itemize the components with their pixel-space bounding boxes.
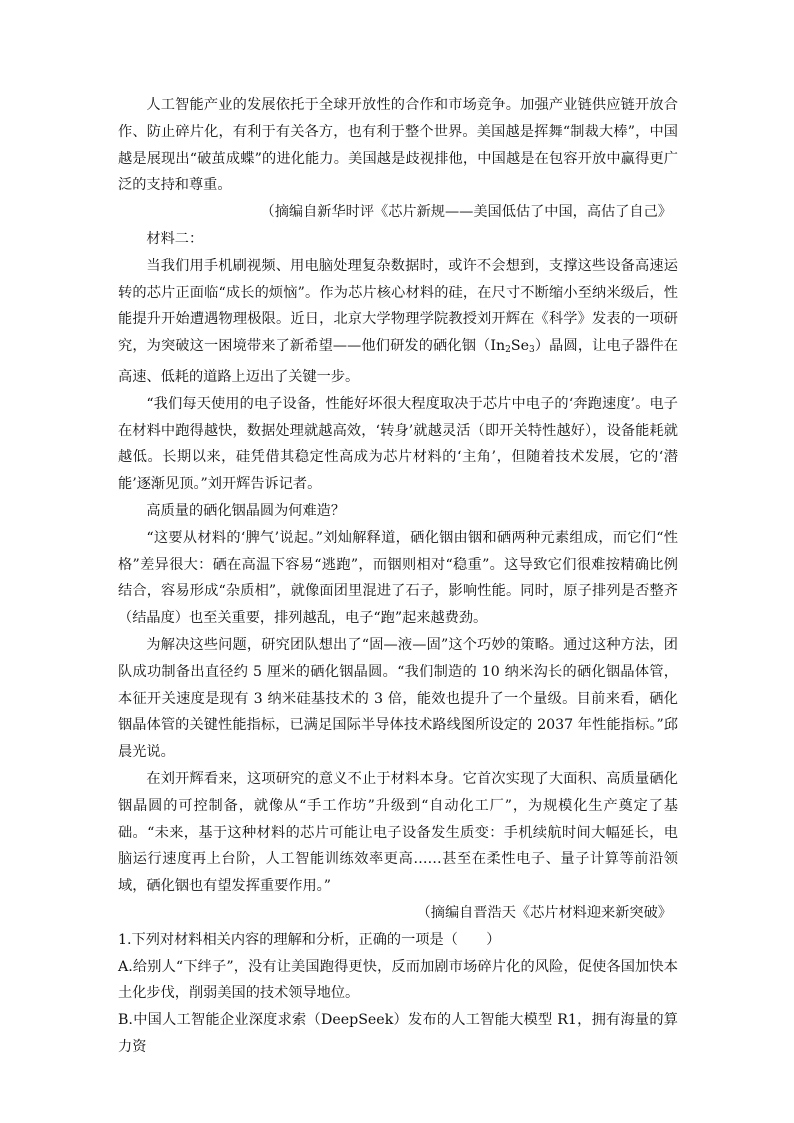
formula-se: Se	[510, 338, 529, 355]
material-two-paragraph-3: 高质量的硒化铟晶圆为何难造？	[146, 502, 346, 519]
formula-subscript-3: 3	[528, 345, 535, 356]
formula-subscript-2: 2	[505, 345, 511, 356]
material-two-paragraph-4: “这要从材料的‘脾气’说起。”刘灿解释道，硒化铟由铟和硒两种元素组成，而它们“性格”差异很大：硒在高温下容易“逃跑”，而铟则相对“稳重”。这导致它们很难按精确比例结合，容易形成“杂质相”，就像面团里混进了石子，影响性能。同时，原子排列是否整齐（结晶度）也至关重要，排列越乱，电子“跑”起来越费劲。	[118, 529, 678, 627]
paragraph-1-text-after: ）晶圆，让电子器件在高速、低耗的道路上迈出了关键一步。	[118, 338, 678, 385]
material-one-source: （摘编自新华时评《芯片新规——美国低估了中国，高估了自己》	[260, 204, 672, 221]
question-1-stem: 1.下列对材料相关内容的理解和分析，正确的一项是（ ）	[118, 931, 501, 948]
material-two-source: （摘编自晋浩天《芯片材料迎来新突破》	[416, 904, 672, 921]
material-one-paragraph: 人工智能产业的发展依托于全球开放性的合作和市场竞争。加强产业链供应链开放合作、防止碎片化，有利于有关各方，也有利于整个世界。美国越是挥舞“制裁大棒”，中国越是展现出“破茧成蝶”的进化能力。美国越是歧视排他，中国越是在包容开放中赢得更广泛的支持和尊重。	[118, 97, 678, 194]
question-1-option-b: B.中国人工智能企业深度求索（DeepSeek）发布的人工智能大模型 R1，拥有海量的算力资	[118, 1012, 678, 1055]
material-two-paragraph-2: “我们每天使用的电子设备，性能好坏很大程度取决于芯片中电子的‘奔跑速度’。电子在材料中跑得越快，数据处理就越高效，‘转身’就越灵活（即开关特性越好），设备能耗就越低。长期以来，硅凭借其稳定性高成为芯片材料的‘主角’，但随着技术发展，它的‘潜能’逐渐见顶。”刘开辉告诉记者。	[118, 395, 678, 493]
material-two-paragraph-1	[118, 253, 678, 391]
document-page	[118, 92, 678, 1061]
material-two-paragraph-6: 在刘开辉看来，这项研究的意义不止于材料本身。它首次实现了大面积、高质量硒化铟晶圆的可控制备，就像从“手工作坊”升级到“自动化工厂”，为规模化生产奠定了基础。“未来，基于这种材料的芯片可能让电子设备发生质变：手机续航时间大幅延长，电脑运行速度再上台阶，人工智能训练效率更高……甚至在柔性电子、量子计算等前沿领域，硒化铟也有望发挥重要作用。”	[118, 770, 678, 895]
question-1-option-a: A.给别人“下绊子”，没有让美国跑得更快，反而加剧市场碎片化的风险，促使各国加快本土化步伐，削弱美国的技术领导地位。	[118, 958, 678, 1002]
paragraph-1-text-before: 当我们用手机刷视频、用电脑处理复杂数据时，或许不会想到，支撑这些设备高速运转的芯片正面临“成长的烦恼”。作为芯片核心材料的硅，在尺寸不断缩小至纳米级后，性能提升开始遭遇物理极限。近日，北京大学物理学院教授刘开辉在《科学》发表的一项研究，为突破这一困境带来了新希望——他们研发的硒化铟（In	[118, 257, 678, 355]
material-two-paragraph-5: 为解决这些问题，研究团队想出了“固—液—固”这个巧妙的策略。通过这种方法，团队成功制备出直径约 5 厘米的硒化铟晶圆。“我们制造的 10 纳米沟长的硒化铟晶体管，本征开关速度是现有 3 纳米硅基技术的 3 倍，能效也提升了一个量级。目前来看，硒化铟晶体管的关键性能指标，已满足国际半导体技术路线图所设定的 2037 年性能指标。”邱晨光说。	[118, 636, 678, 761]
material-two-heading: 材料二：	[146, 230, 204, 247]
